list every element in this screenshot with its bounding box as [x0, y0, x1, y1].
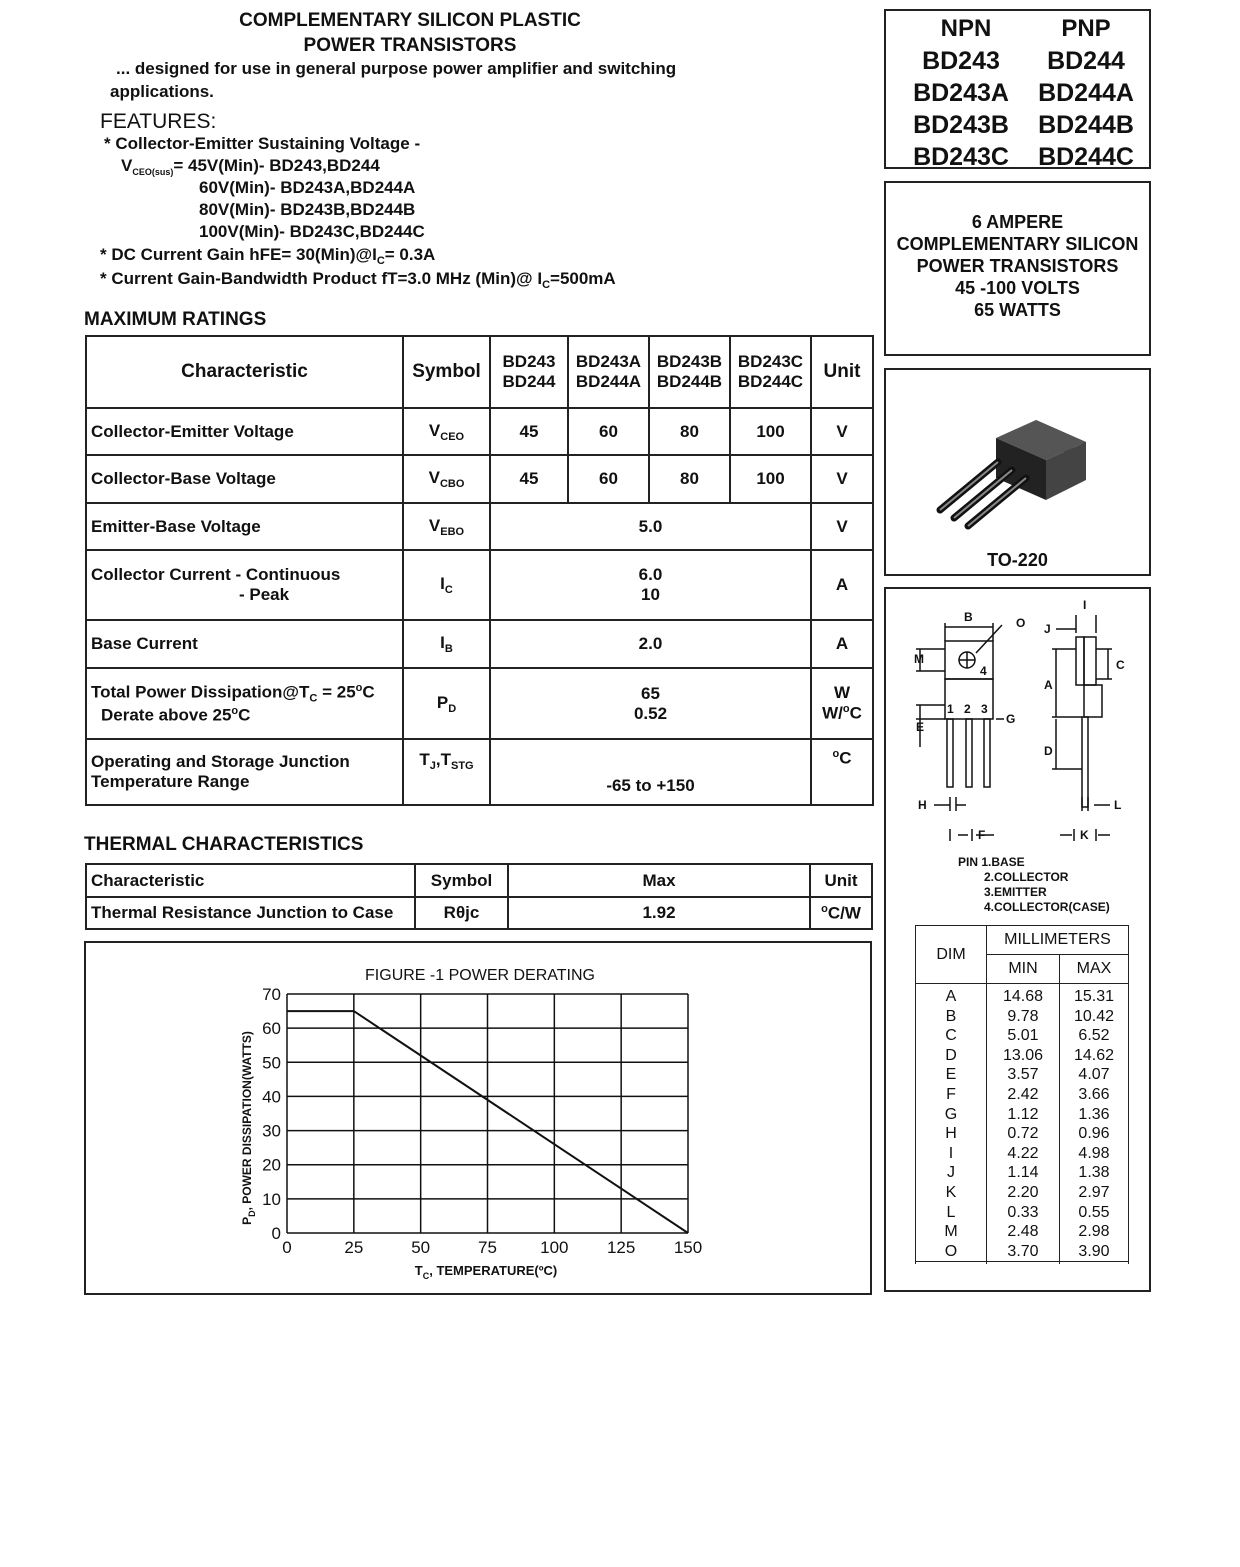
mechanical-drawing: [910, 597, 1140, 847]
summary-text: [886, 211, 1149, 321]
dim-min-value: 5.01: [1007, 1027, 1039, 1045]
dim-min-value: 2.20: [1007, 1183, 1039, 1201]
dim-label: F: [978, 828, 986, 842]
x-tick-label: 0: [282, 1238, 292, 1257]
col-characteristic: Characteristic: [86, 336, 403, 408]
row-char: Collector-Emitter Voltage: [86, 408, 403, 455]
dim-column: [916, 984, 987, 1265]
dim-letter: D: [945, 1046, 957, 1064]
row-char: Total Power $Dissipation@T_C = 25^oC$ Derate above 25$^o$C: [86, 668, 403, 739]
summary-box: [884, 181, 1151, 356]
dim-max-value: 10.42: [1073, 1007, 1115, 1025]
pnp-part: BD244B: [1038, 111, 1134, 139]
pnp-part: BD244C: [1038, 143, 1134, 171]
dim-label: A: [1044, 678, 1053, 692]
col-bd243a: BD243A BD244A: [568, 336, 649, 408]
dim-min-value: 9.78: [1007, 1007, 1039, 1025]
x-tick-label: 100: [540, 1238, 569, 1257]
dim-min-value: 1.12: [1007, 1105, 1039, 1123]
row-unit: V: [811, 455, 873, 503]
millimeters-header: MILLIMETERS: [987, 926, 1129, 955]
npn-label: NPN: [940, 15, 992, 42]
dim-min-value: 2.48: [1007, 1223, 1039, 1241]
row-value: 80: [649, 408, 730, 455]
dim-label: E: [916, 720, 925, 734]
dim-label: B: [964, 610, 973, 624]
dim-letter: G: [944, 1105, 958, 1123]
row-unit: $^o$C: [811, 739, 873, 805]
row-symbol: $V_{CBO}$: [403, 455, 490, 503]
col-symbol: Symbol: [403, 336, 490, 408]
max-ratings-heading: MAXIMUM RATINGS: [84, 309, 267, 330]
col-unit: Unit: [810, 864, 872, 897]
dim-label: L: [1114, 798, 1122, 812]
chart-ticks: [262, 985, 702, 1257]
description-line-1: ... designed for use in general purpose power amplifier and switching: [116, 59, 677, 78]
dim-min-value: 3.70: [1007, 1242, 1039, 1260]
dim-min-value: 14.68: [1002, 988, 1044, 1005]
npn-part: BD243: [922, 47, 1000, 75]
row-value: 45: [490, 455, 568, 503]
row-symbol: $V_{CEO}$: [403, 408, 490, 455]
dim-letter: F: [946, 1085, 956, 1103]
row-symbol: Rθjc: [415, 897, 508, 929]
dim-min-value: 13.06: [1002, 1046, 1044, 1064]
row-value: 5.0: [490, 503, 811, 550]
title-line-2: POWER TRANSISTORS: [303, 35, 517, 56]
row-char: Operating and Storage Junction Temperature Range: [86, 739, 403, 805]
row-symbol: $V_{EBO}$: [403, 503, 490, 550]
col-max: Max: [508, 864, 810, 897]
dim-letter: J: [947, 1164, 955, 1182]
dim-max-value: 2.97: [1078, 1183, 1110, 1201]
dim-min-value: 0.33: [1007, 1203, 1039, 1221]
row-value: 100: [730, 455, 811, 503]
pin-legend-title: PIN 1.BASE: [958, 855, 1025, 869]
pin-legend: [958, 855, 1110, 915]
col-bd243: BD243 BD244: [490, 336, 568, 408]
feature-vceo-100: 100V(Min)- BD243C,BD244C: [199, 222, 425, 241]
x-tick-label: 25: [344, 1238, 364, 1257]
dim-letter: E: [945, 1066, 957, 1084]
feature-vceo-60: 60V(Min)- BD243A,BD244A: [199, 178, 416, 197]
dim-letter: M: [944, 1223, 958, 1241]
title-line-1: COMPLEMENTARY SILICON PLASTIC: [239, 10, 581, 31]
y-tick-label: 40: [262, 1087, 281, 1107]
y-tick-label: 30: [262, 1121, 281, 1141]
dim-label: 4: [980, 664, 987, 678]
pin-legend-item: 3.EMITTER: [984, 885, 1047, 899]
dim-letter: H: [945, 1125, 957, 1143]
thermal-heading: THERMAL CHARACTERISTICS: [84, 834, 364, 855]
pnp-label: PNP: [1061, 15, 1111, 42]
dim-letter: L: [946, 1203, 956, 1221]
dim-label: O: [1016, 616, 1026, 630]
row-value: 45: [490, 408, 568, 455]
part-number-box: [884, 9, 1151, 169]
row-unit: A: [811, 620, 873, 668]
dim-max-value: 0.96: [1078, 1125, 1110, 1143]
dim-min-value: 4.22: [1007, 1144, 1039, 1162]
dim-label: H: [918, 798, 927, 812]
x-axis-label: $T_C$, TEMPERATURE(ºC): [414, 1263, 558, 1281]
dim-min-value: 0.72: [1007, 1125, 1039, 1143]
summary-power: 65 WATTS: [974, 300, 1061, 320]
dim-min-value: 3.57: [1007, 1066, 1039, 1084]
dim-label: 3: [981, 702, 988, 716]
row-symbol: $P_D$: [403, 668, 490, 739]
y-tick-label: 60: [262, 1019, 281, 1039]
row-value: 6.0 10: [490, 550, 811, 620]
dim-letter: C: [945, 1027, 957, 1045]
col-bd243b: BD243B BD244B: [649, 336, 730, 408]
dim-letter: O: [944, 1242, 958, 1260]
row-unit: W W/$^o$C: [811, 668, 873, 739]
row-value: 100: [730, 408, 811, 455]
x-tick-label: 50: [411, 1238, 431, 1257]
max-ratings-table: [85, 335, 874, 806]
row-symbol: $I_B$: [403, 620, 490, 668]
dim-label: G: [1006, 712, 1016, 726]
dim-max-value: 4.07: [1078, 1066, 1110, 1084]
row-char: Collector-Base Voltage: [86, 455, 403, 503]
features-heading: FEATURES:: [100, 110, 217, 133]
row-char: Thermal Resistance Junction to Case: [86, 897, 415, 929]
row-char: Emitter-Base Voltage: [86, 503, 403, 550]
pin-legend-item: 4.COLLECTOR(CASE): [984, 900, 1110, 914]
pin-legend-item: 2.COLLECTOR: [984, 870, 1069, 884]
feature-dc-gain: * DC Current Gain $hFE= 30(Min)@I_C= 0.3A$: [100, 245, 436, 267]
y-tick-label: 0: [271, 1224, 281, 1243]
dim-max-value: 4.98: [1078, 1144, 1110, 1162]
dim-max-value: 6.52: [1078, 1027, 1110, 1045]
dim-letter: K: [945, 1183, 957, 1201]
dim-max-value: 1.36: [1078, 1105, 1110, 1123]
npn-part: BD243C: [913, 143, 1009, 171]
dim-label: K: [1080, 828, 1089, 842]
dim-label: J: [1044, 622, 1051, 636]
x-tick-label: 75: [478, 1238, 497, 1257]
col-unit: Unit: [811, 336, 873, 408]
y-tick-label: 50: [262, 1053, 281, 1073]
max-column: [1060, 984, 1129, 1265]
mechanical-box: [884, 587, 1151, 1292]
npn-part: BD243B: [913, 111, 1009, 139]
row-value: -65 to +150: [490, 739, 811, 805]
y-tick-label: 10: [262, 1189, 281, 1209]
row-value: 60: [568, 408, 649, 455]
dim-min-value: 1.14: [1007, 1164, 1039, 1182]
row-symbol: $T_J,T_{STG}$: [403, 739, 490, 805]
dim-label: 1: [947, 702, 954, 716]
npn-part-list: [896, 45, 1026, 173]
dim-max-value: 2.98: [1078, 1223, 1110, 1241]
feature-vceo-80: 80V(Min)- BD243B,BD244B: [199, 200, 416, 219]
row-value: 65 0.52: [490, 668, 811, 739]
dim-label: C: [1116, 658, 1125, 672]
dim-min-value: 2.42: [1007, 1085, 1039, 1103]
max-header: MAX: [1060, 955, 1129, 984]
y-axis-label: $P_D$, POWER DISSIPATION(WATTS): [240, 1031, 257, 1225]
dim-label: 2: [964, 702, 971, 716]
dim-label: D: [1044, 744, 1053, 758]
x-tick-label: 150: [673, 1238, 703, 1257]
dimensions-table: [915, 925, 1129, 1264]
dim-max-value: 15.31: [1073, 988, 1115, 1005]
dim-label: I: [1083, 598, 1087, 612]
row-unit: V: [811, 408, 873, 455]
y-tick-label: 70: [262, 985, 281, 1004]
pnp-part: BD244A: [1038, 79, 1134, 107]
dim-letter: B: [945, 1007, 957, 1025]
row-char: Base Current: [86, 620, 403, 668]
col-characteristic: Characteristic: [86, 864, 415, 897]
thermal-table: [85, 863, 873, 930]
dim-header: DIM: [916, 926, 987, 984]
row-char: Collector Current - Continuous - Peak: [86, 550, 403, 620]
summary-current: 6 AMPERE: [971, 212, 1064, 232]
dim-max-value: 1.38: [1078, 1164, 1110, 1182]
row-value: 1.92: [508, 897, 810, 929]
feature-voltage: * Collector-Emitter Sustaining Voltage -: [104, 134, 421, 153]
row-value: 2.0: [490, 620, 811, 668]
row-unit: V: [811, 503, 873, 550]
chart-title: FIGURE -1 POWER DERATING: [365, 967, 595, 984]
col-symbol: Symbol: [415, 864, 508, 897]
row-unit: $^o$C/W: [810, 897, 872, 929]
dim-label: M: [914, 652, 924, 666]
dimensions-table-bottom: [915, 1261, 1129, 1262]
summary-device: POWER TRANSISTORS: [916, 256, 1119, 276]
row-symbol: $I_C$: [403, 550, 490, 620]
dim-letter: A: [945, 988, 957, 1005]
summary-voltage: 45 -100 VOLTS: [955, 278, 1080, 298]
document-title: [150, 8, 670, 58]
min-header: MIN: [987, 955, 1060, 984]
power-derating-chart: [86, 943, 870, 1293]
package-label: TO-220: [987, 550, 1048, 570]
dim-max-value: 14.62: [1073, 1046, 1115, 1064]
package-box: [884, 368, 1151, 576]
pnp-part: BD244: [1047, 47, 1125, 75]
row-value: 60: [568, 455, 649, 503]
col-bd243c: BD243C BD244C: [730, 336, 811, 408]
feature-bandwidth: * Current Gain-Bandwidth Product fT=3.0 MHz (Min)@ $I_C=500mA$: [100, 269, 616, 291]
dim-max-value: 3.66: [1078, 1085, 1110, 1103]
x-tick-label: 125: [606, 1238, 636, 1257]
summary-type: COMPLEMENTARY SILICON: [896, 234, 1139, 254]
npn-part: BD243A: [913, 79, 1009, 107]
y-tick-label: 20: [262, 1155, 281, 1175]
row-unit: A: [811, 550, 873, 620]
dim-max-value: 3.90: [1078, 1242, 1110, 1260]
dim-letter: I: [948, 1144, 954, 1162]
chart-grid: [287, 994, 688, 1233]
to220-package-image: [926, 400, 1106, 540]
row-value: 80: [649, 455, 730, 503]
pnp-part-list: [1021, 45, 1151, 173]
min-column: [987, 984, 1060, 1265]
description-line-2: applications.: [110, 82, 214, 101]
dim-max-value: 0.55: [1078, 1203, 1110, 1221]
feature-vceo-45: $V_{CEO(sus)}= 45V(Min)-$ BD243,BD244: [121, 156, 380, 177]
power-derating-figure: [84, 941, 872, 1295]
